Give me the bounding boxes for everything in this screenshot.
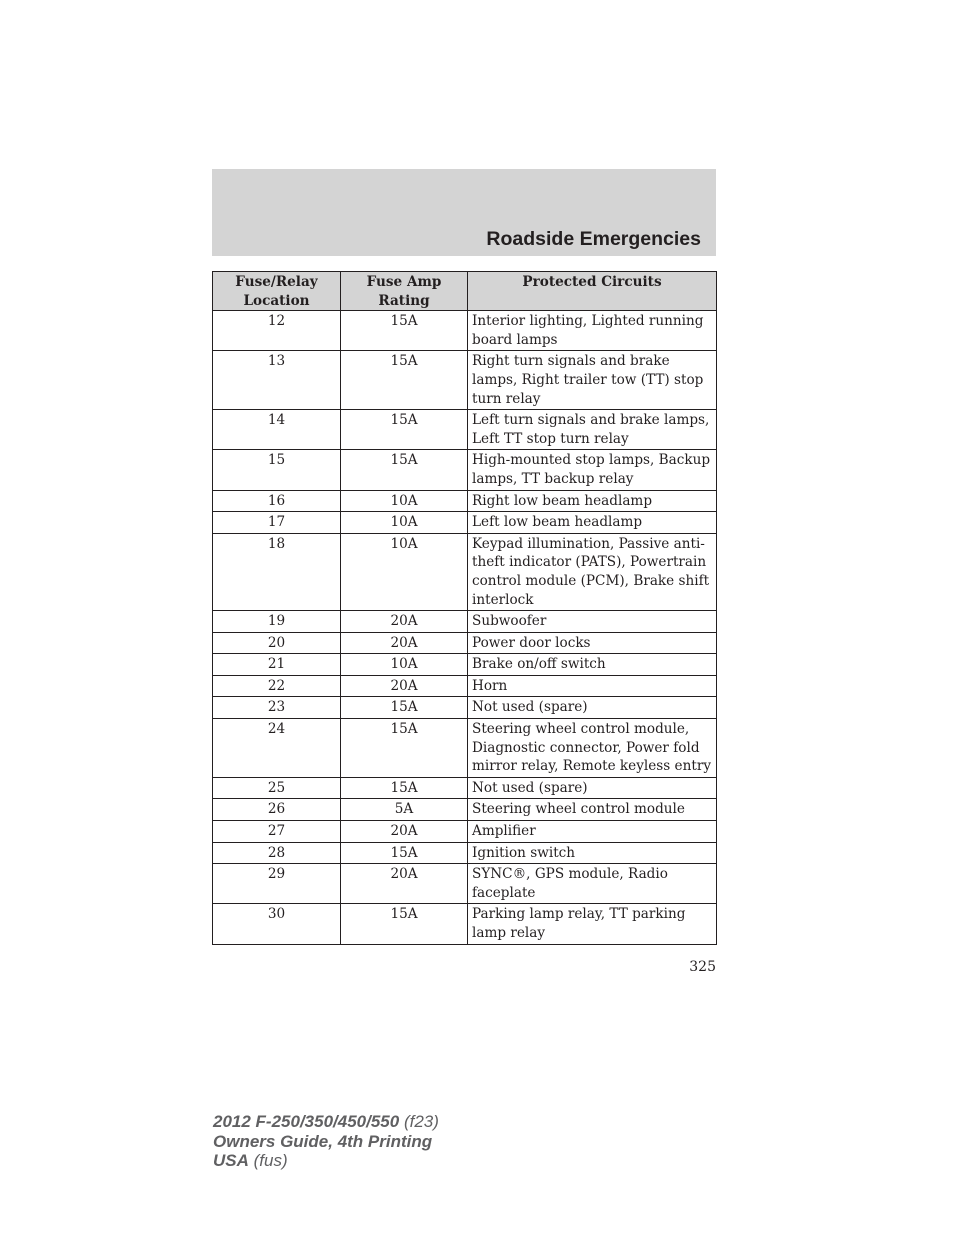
cell-location: 16 (213, 490, 341, 512)
footer (213, 1112, 439, 1171)
cell-circuits: SYNC®, GPS module, Radio faceplate (468, 864, 717, 904)
cell-location: 18 (213, 533, 341, 610)
cell-circuits: Parking lamp relay, TT parking lamp relay (468, 904, 717, 944)
cell-rating: 15A (341, 351, 468, 410)
footer-model: 2012 F-250/350/450/550 (213, 1112, 400, 1131)
cell-location: 27 (213, 821, 341, 843)
cell-location: 21 (213, 654, 341, 676)
cell-location: 22 (213, 675, 341, 697)
table-row (213, 719, 717, 778)
table-row (213, 777, 717, 799)
cell-location: 13 (213, 351, 341, 410)
cell-circuits: Not used (spare) (468, 697, 717, 719)
cell-rating: 10A (341, 490, 468, 512)
cell-rating: 20A (341, 611, 468, 633)
column-header-rating: Fuse Amp Rating (341, 272, 468, 311)
table-row (213, 904, 717, 944)
cell-circuits: Right low beam headlamp (468, 490, 717, 512)
cell-rating: 15A (341, 450, 468, 490)
cell-rating: 15A (341, 904, 468, 944)
cell-circuits: Horn (468, 675, 717, 697)
cell-rating: 10A (341, 654, 468, 676)
footer-edition: Owners Guide, 4th Printing (213, 1131, 433, 1151)
section-header-band (212, 169, 716, 256)
cell-rating: 20A (341, 821, 468, 843)
cell-rating: 20A (341, 864, 468, 904)
cell-rating: 15A (341, 842, 468, 864)
cell-location: 19 (213, 611, 341, 633)
cell-location: 28 (213, 842, 341, 864)
footer-market-code: (fus) (253, 1151, 288, 1170)
table-row (213, 611, 717, 633)
cell-location: 12 (213, 311, 341, 351)
cell-rating: 15A (341, 410, 468, 450)
table-row (213, 654, 717, 676)
table-row (213, 799, 717, 821)
cell-rating: 5A (341, 799, 468, 821)
cell-rating: 15A (341, 777, 468, 799)
cell-rating: 10A (341, 533, 468, 610)
footer-market: USA (213, 1151, 249, 1170)
cell-circuits: Interior lighting, Lighted running board lamps (468, 311, 717, 351)
cell-location: 24 (213, 719, 341, 778)
table-row (213, 351, 717, 410)
section-title: Roadside Emergencies (486, 228, 701, 250)
column-header-circuits: Protected Circuits (468, 272, 717, 311)
table-row (213, 512, 717, 534)
cell-circuits: Steering wheel control module (468, 799, 717, 821)
cell-rating: 15A (341, 719, 468, 778)
page-number: 325 (689, 959, 716, 975)
column-header-location: Fuse/Relay Location (213, 272, 341, 311)
cell-rating: 15A (341, 311, 468, 351)
table-row (213, 842, 717, 864)
table-row (213, 490, 717, 512)
cell-location: 23 (213, 697, 341, 719)
cell-circuits: Subwoofer (468, 611, 717, 633)
cell-location: 14 (213, 410, 341, 450)
table-body (213, 311, 717, 944)
table-row (213, 450, 717, 490)
cell-rating: 15A (341, 697, 468, 719)
cell-location: 25 (213, 777, 341, 799)
cell-circuits: Amplifier (468, 821, 717, 843)
cell-circuits: Ignition switch (468, 842, 717, 864)
cell-circuits: Right turn signals and brake lamps, Right trailer tow (TT) stop turn relay (468, 351, 717, 410)
footer-line-model (213, 1112, 439, 1132)
footer-line-market (213, 1151, 439, 1171)
cell-location: 17 (213, 512, 341, 534)
cell-circuits: Left low beam headlamp (468, 512, 717, 534)
cell-location: 26 (213, 799, 341, 821)
cell-circuits: Power door locks (468, 632, 717, 654)
cell-circuits: Brake on/off switch (468, 654, 717, 676)
fuse-table (212, 271, 717, 945)
table-row (213, 864, 717, 904)
table-row (213, 533, 717, 610)
cell-location: 15 (213, 450, 341, 490)
table-row (213, 697, 717, 719)
cell-circuits: Left turn signals and brake lamps, Left TT stop turn relay (468, 410, 717, 450)
table-row (213, 821, 717, 843)
cell-location: 20 (213, 632, 341, 654)
table-row (213, 632, 717, 654)
cell-location: 30 (213, 904, 341, 944)
cell-circuits: Keypad illumination, Passive anti-theft indicator (PATS), Powertrain control module (PCM), Brake shift interlock (468, 533, 717, 610)
cell-rating: 20A (341, 675, 468, 697)
table-header-row (213, 272, 717, 311)
cell-location: 29 (213, 864, 341, 904)
table-row (213, 311, 717, 351)
cell-rating: 10A (341, 512, 468, 534)
cell-rating: 20A (341, 632, 468, 654)
cell-circuits: Steering wheel control module, Diagnostic connector, Power fold mirror relay, Remote keyless entry (468, 719, 717, 778)
table-row (213, 675, 717, 697)
footer-model-code: (f23) (403, 1112, 439, 1131)
cell-circuits: High-mounted stop lamps, Backup lamps, TT backup relay (468, 450, 717, 490)
cell-circuits: Not used (spare) (468, 777, 717, 799)
table-row (213, 410, 717, 450)
